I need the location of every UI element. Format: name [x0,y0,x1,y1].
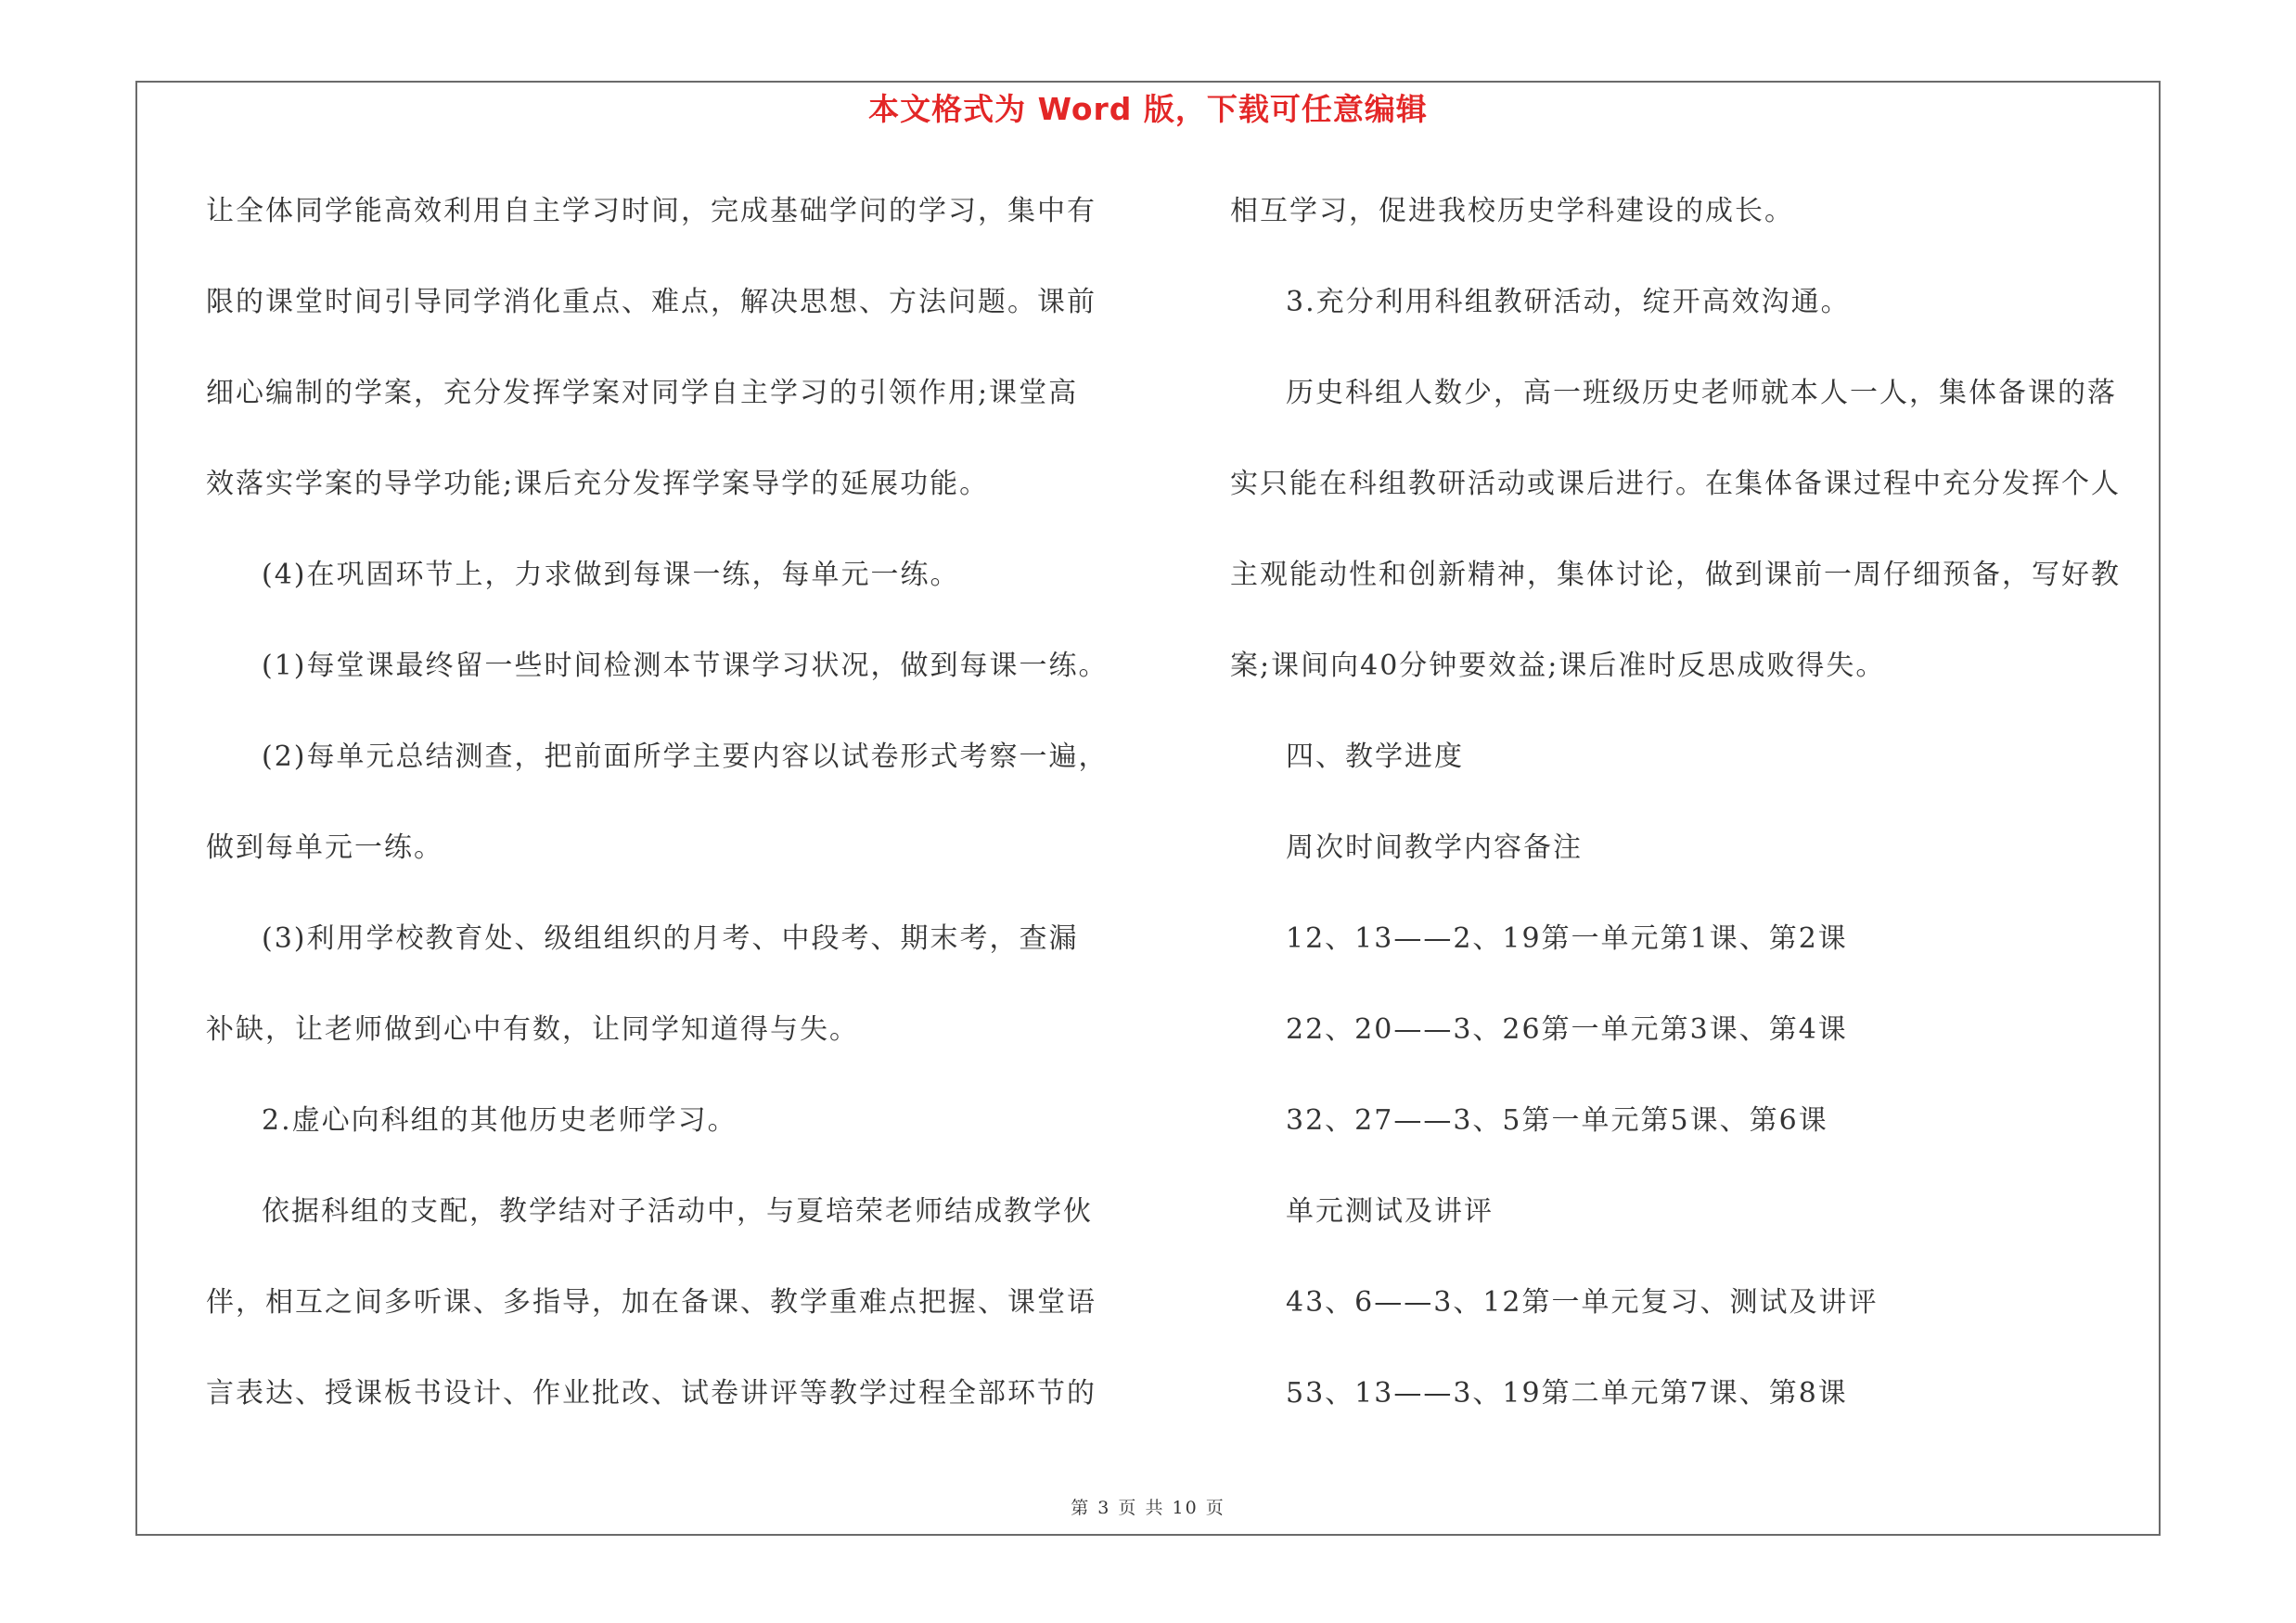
text-line: 让全体同学能高效利用自主学习时间，完成基础学问的学习，集中有 [206,195,1097,227]
text-line: (4)在巩固环节上，力求做到每课一练，每单元一练。 [262,559,960,591]
text-line: (3)利用学校教育处、级组组织的月考、中段考、期末考，查漏 [262,922,1079,955]
text-line: 历史科组人数少，高一班级历史老师就本人一人，集体备课的落 [1286,377,2117,409]
text-line: 补缺，让老师做到心中有数，让同学知道得与失。 [206,1013,859,1046]
text-line: 53、13——3、19第二单元第7课、第8课 [1286,1377,1848,1410]
format-banner: 本文格式为 Word 版，下载可任意编辑 [868,91,1428,127]
text-line: 3.充分利用科组教研活动，绽开高效沟通。 [1286,286,1851,318]
text-line: 43、6——3、12第一单元复习、测试及讲评 [1286,1286,1879,1319]
text-line: 2.虚心向科组的其他历史老师学习。 [262,1104,738,1137]
text-line: 案;课间向40分钟要效益;课后准时反思成败得失。 [1230,650,1886,682]
text-line: (1)每堂课最终留一些时间检测本节课学习状况，做到每课一练。 [262,650,1109,682]
text-line: 四、教学进度 [1286,741,1464,773]
page-footer: 第 3 页 共 10 页 [1071,1498,1225,1518]
text-line: 依据科组的支配，教学结对子活动中，与夏培荣老师结成教学伙 [262,1195,1093,1228]
right-column [1230,184,2150,1457]
text-line: 单元测试及讲评 [1286,1195,1494,1228]
text-line: 12、13——2、19第一单元第1课、第2课 [1286,922,1848,955]
text-line: 22、20——3、26第一单元第3课、第4课 [1286,1013,1848,1046]
text-line: 伴，相互之间多听课、多指导，加在备课、教学重难点把握、课堂语 [206,1286,1097,1319]
text-line: 细心编制的学案，充分发挥学案对同学自主学习的引领作用;课堂高 [206,377,1079,409]
text-line: 相互学习，促进我校历史学科建设的成长。 [1230,195,1794,227]
text-line: (2)每单元总结测查，把前面所学主要内容以试卷形式考察一遍， [262,741,1109,773]
text-line: 言表达、授课板书设计、作业批改、试卷讲评等教学过程全部环节的 [206,1377,1097,1410]
text-line: 做到每单元一练。 [206,831,443,864]
text-line: 限的课堂时间引导同学消化重点、难点，解决思想、方法问题。课前 [206,286,1097,318]
text-line: 32、27——3、5第一单元第5课、第6课 [1286,1104,1828,1137]
text-line: 实只能在科组教研活动或课后进行。在集体备课过程中充分发挥个人 [1230,468,2121,500]
text-line: 主观能动性和创新精神，集体讨论，做到课前一周仔细预备，写好教 [1230,559,2121,591]
text-line: 效落实学案的导学功能;课后充分发挥学案导学的延展功能。 [206,468,990,500]
text-line: 周次时间教学内容备注 [1286,831,1583,864]
left-column [206,184,1161,1457]
